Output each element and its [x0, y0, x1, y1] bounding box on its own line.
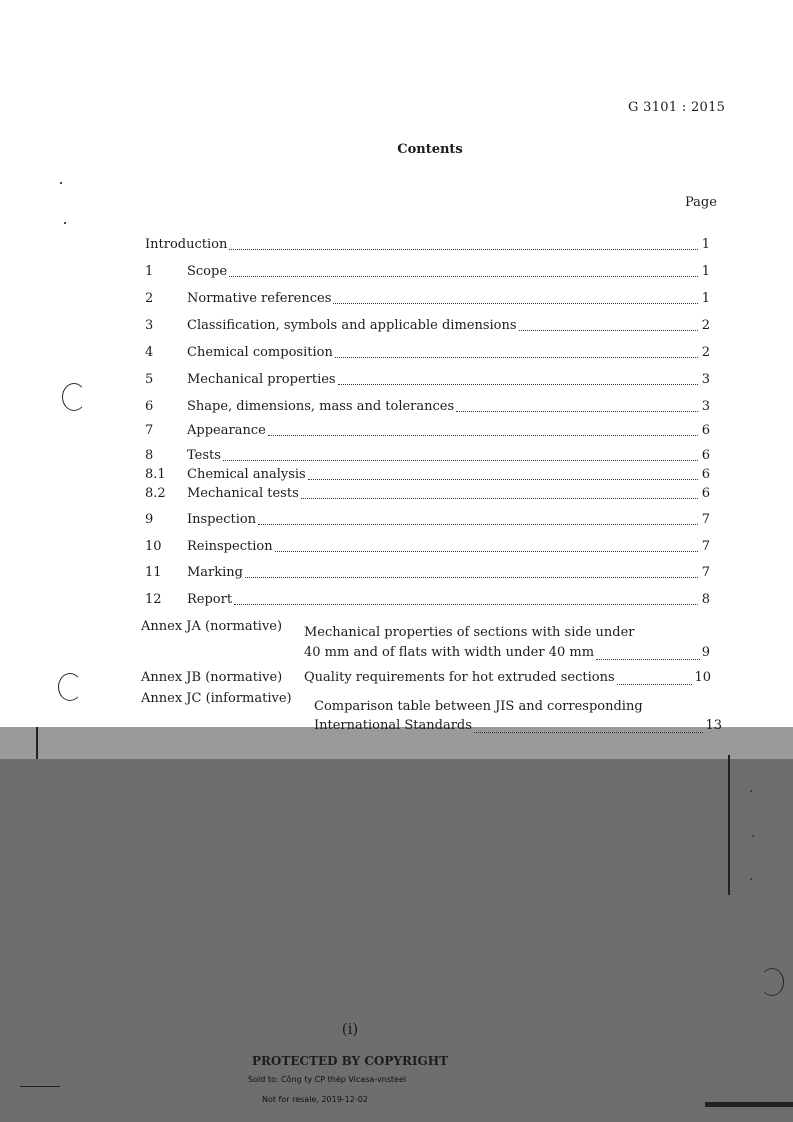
- toc-page: 1: [701, 237, 710, 252]
- scan-speck: [750, 790, 752, 792]
- scan-speck: [64, 222, 66, 224]
- toc-title: Classification, symbols and applicable dimensions: [187, 318, 517, 333]
- toc-title: Normative references: [187, 291, 332, 306]
- toc-title: Marking: [187, 565, 244, 580]
- leader-dots: [229, 275, 698, 277]
- annex-label: Annex JA (normative): [141, 619, 283, 634]
- toc-title: Mechanical tests: [187, 486, 299, 501]
- toc-entry: [145, 467, 710, 482]
- copyright-notice: PROTECTED BY COPYRIGHT: [251, 1054, 449, 1068]
- leader-dots: [234, 603, 698, 605]
- toc-entry: [145, 486, 710, 501]
- toc-entry: [145, 512, 710, 527]
- toc-page: 2: [701, 345, 710, 360]
- punch-hole: [760, 968, 784, 996]
- toc-page: 8: [701, 592, 710, 607]
- leader-dots: [456, 410, 698, 412]
- scan-speck: [752, 835, 754, 837]
- toc-page: 3: [701, 399, 710, 414]
- toc-entry: [145, 423, 710, 438]
- annex-title-line2: 40 mm and of flats with width under 40 mm: [304, 645, 595, 660]
- document-number: G 3101 : 2015: [628, 100, 726, 115]
- annex-title: Comparison table between JIS and corresponding: [314, 699, 643, 714]
- leader-dots: [474, 731, 704, 733]
- toc-page: 7: [701, 512, 710, 527]
- toc-number: 11: [145, 565, 162, 580]
- leader-dots: [301, 497, 698, 499]
- leader-dots: [245, 576, 698, 578]
- leader-dots: [519, 329, 698, 331]
- annex-title: Quality requirements for hot extruded sections: [304, 670, 615, 685]
- toc-entry: [145, 372, 710, 387]
- toc-entry: [145, 291, 710, 306]
- toc-page: 1: [701, 291, 710, 306]
- punch-hole: [62, 383, 86, 411]
- toc-number: 8.1: [145, 467, 166, 482]
- toc-entry: [145, 345, 710, 360]
- toc-title: Tests: [187, 448, 221, 463]
- toc-title: Introduction: [145, 237, 228, 252]
- scan-mark: [36, 727, 38, 759]
- toc-number: 8.2: [145, 486, 166, 501]
- sold-to-notice: Sold to: Công ty CP thép Vicasa-vnsteel: [248, 1075, 407, 1084]
- leader-dots: [258, 523, 698, 525]
- leader-dots: [268, 434, 698, 436]
- annex-page: 9: [701, 645, 710, 660]
- leader-dots: [335, 356, 698, 358]
- leader-dots: [333, 302, 698, 304]
- toc-entry: [145, 539, 710, 554]
- toc-entry: [145, 399, 710, 414]
- toc-page: 6: [701, 486, 710, 501]
- toc-number: 7: [145, 423, 154, 438]
- page-column-label: Page: [685, 195, 717, 210]
- scan-speck: [60, 182, 62, 184]
- toc-number: 10: [145, 539, 162, 554]
- leader-dots: [308, 478, 698, 480]
- scan-speck: [750, 878, 752, 880]
- toc-number: 6: [145, 399, 154, 414]
- toc-page: 7: [701, 565, 710, 580]
- toc-number: 1: [145, 264, 154, 279]
- toc-number: 12: [145, 592, 162, 607]
- annex-label: Annex JC (informative): [141, 691, 292, 706]
- annex-title-line2: International Standards: [314, 718, 472, 733]
- toc-title: Shape, dimensions, mass and tolerances: [187, 399, 455, 414]
- toc-entry: [145, 565, 710, 580]
- page-number: (i): [341, 1020, 359, 1038]
- annex-page: 13: [705, 718, 722, 733]
- toc-entry: [145, 448, 710, 463]
- leader-dots: [338, 383, 698, 385]
- toc-page: 6: [701, 423, 710, 438]
- toc-title: Reinspection: [187, 539, 273, 554]
- toc-entry: [145, 318, 710, 333]
- toc-entry: [145, 237, 710, 252]
- scan-mark: [20, 1086, 60, 1087]
- leader-dots: [596, 658, 700, 660]
- toc-number: 2: [145, 291, 154, 306]
- annex-title-continued: [304, 645, 710, 660]
- toc-page: 1: [701, 264, 710, 279]
- leader-dots: [617, 683, 693, 685]
- toc-page: 6: [701, 467, 710, 482]
- leader-dots: [275, 550, 698, 552]
- toc-title: Report: [187, 592, 233, 607]
- scan-mark: [705, 1102, 793, 1107]
- annex-title: Mechanical properties of sections with side under: [304, 625, 635, 640]
- toc-page: 3: [701, 372, 710, 387]
- resale-notice: Not for resale, 2019-12-02: [262, 1095, 368, 1104]
- toc-title: Mechanical properties: [187, 372, 336, 387]
- leader-dots: [223, 459, 698, 461]
- toc-entry: [145, 264, 710, 279]
- toc-number: 3: [145, 318, 154, 333]
- toc-number: 9: [145, 512, 154, 527]
- toc-title: Chemical composition: [187, 345, 333, 360]
- toc-title: Scope: [187, 264, 228, 279]
- toc-page: 6: [701, 448, 710, 463]
- toc-title: Inspection: [187, 512, 257, 527]
- toc-title: Chemical analysis: [187, 467, 306, 482]
- toc-page: 2: [701, 318, 710, 333]
- toc-title: Appearance: [187, 423, 266, 438]
- toc-page: 7: [701, 539, 710, 554]
- annex-page: 10: [694, 670, 711, 685]
- contents-heading: Contents: [397, 142, 463, 157]
- toc-number: 4: [145, 345, 154, 360]
- scan-mark: [728, 755, 730, 895]
- punch-hole: [58, 673, 82, 701]
- leader-dots: [229, 248, 698, 250]
- annex-title-continued: [314, 718, 722, 733]
- toc-number: 5: [145, 372, 154, 387]
- annex-entry: [141, 670, 711, 685]
- toc-entry: [145, 592, 710, 607]
- toc-number: 8: [145, 448, 154, 463]
- annex-label: Annex JB (normative): [141, 670, 283, 685]
